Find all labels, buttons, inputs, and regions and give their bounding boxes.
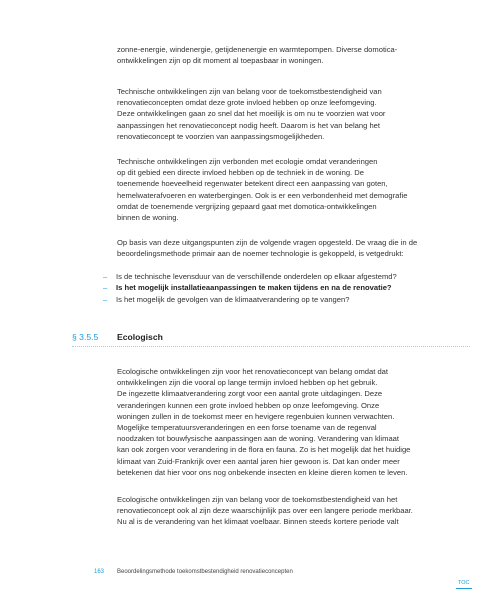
list-item-text: Is het mogelijk installatieaanpassingen te maken tijdens en na de renovatie? [116,283,392,293]
text-line: De ingezette klimaatverandering zorgt voor een aantal grote uitdagingen. Deze [117,389,383,399]
list-item [103,282,397,293]
paragraph [117,494,469,528]
text-line: ontwikkelingen zijn op dit moment al toepasbaar in woningen. [117,56,324,66]
dash-bullet-icon: – [103,294,108,304]
paragraph [117,366,469,478]
text-line: op dit gebied een directe invloed hebben op de techniek in de woning. De [117,168,364,178]
text-line: Technische ontwikkelingen zijn van belang voor de toekomstbestendigheid van [117,87,382,96]
footer-title: Beoordelingsmethode toekomstbestendigheid renovatieconcepten [117,569,293,575]
text-line: betekenen dat hier voor ons nog onbekende insecten en kleine dieren komen te leven. [117,467,408,477]
text-line: Mogelijke temperatuursveranderingen en een forse toename van de regenval [117,423,377,433]
section-divider [72,346,470,347]
question-list [103,271,397,305]
text-line: Deze ontwikkelingen gaan zo snel dat het moeilijk is om nu te voorzien wat voor [117,109,386,119]
text-line: renovatieconcept te voorzien van aanpassingsmogelijkheden. [117,131,325,141]
text-line: omdat de toenemende vergrijzing gepaard gaat met domotica-ontwikkelingen [117,201,377,211]
text-line: Nu al is de verandering van het klimaat voelbaar. Binnen steeds kortere periode valt [117,517,399,527]
section-title: Ecologisch [117,332,163,342]
text-line: Op basis van deze uitgangspunten zijn de volgende vragen opgesteld. De vraag die in de [117,238,418,247]
text-line: klimaat van Zuid-Frankrijk over een aantal jaren hier gewoon is. Dat kan onder meer [117,456,400,466]
text-line: renovatieconcepten omdat deze grote invloed hebben op onze leefomgeving. [117,98,377,108]
text-line: kan ook zorgen voor verandering in de flora en fauna. Zo is het mogelijk dat het huidige [117,445,411,455]
toc-link[interactable]: TOC [458,580,470,586]
toc-underline [456,588,472,589]
list-item [103,294,397,305]
text-line: ontwikkelingen zijn die vooral op lange termijn invloed hebben op het gebruik. [117,378,378,388]
list-item-text: Is het mogelijk de gevolgen van de klimaatverandering op te vangen? [116,294,350,304]
text-line: noodzaken tot bouwfysische aanpassingen aan de woning. Verandering van klimaat [117,434,400,444]
dash-bullet-icon: – [103,283,108,293]
text-line: Ecologische ontwikkelingen zijn van belang voor de toekomstbestendigheid van het [117,495,398,504]
text-line: aanpassingen het renovatieconcept nodig heeft. Daarom is het van belang het [117,120,381,130]
text-line: binnen de woning. [117,213,179,223]
text-line: hemelwaterafvoeren en waterbergingen. Ook is er een verbondenheid met demografie [117,190,408,200]
text-line: Ecologische ontwikkelingen zijn voor het renovatieconcept van belang omdat dat [117,367,389,376]
list-item-text: Is de technische levensduur van de verschillende onderdelen op elkaar afgestemd? [116,272,397,281]
text-line: Technische ontwikkelingen zijn verbonden met ecologie omdat veranderingen [117,157,378,166]
text-line: veranderingen kunnen een grote invloed hebben op onze leefomgeving. Onze [117,400,380,410]
list-item [103,271,397,282]
text-line: woningen zullen in de toekomst meer en hevigere regenbuien kunnen verwachten. [117,411,395,421]
dash-bullet-icon: – [103,272,108,281]
text-line: renovatieconcept ook al zijn deze waarschijnlijk pas over een langere periode merkbaar. [117,506,413,516]
paragraph [117,237,469,259]
page-number: 163 [94,569,105,575]
paragraph [117,44,469,66]
text-line: toenemende hoeveelheid regenwater betekent direct een aanpassing van goten, [117,179,388,189]
paragraph [117,156,469,223]
paragraph [117,86,469,142]
text-line: zonne-energie, windenergie, getijdenenergie en warmtepompen. Diverse domotica- [117,45,398,54]
section-number: § 3.5.5 [72,332,99,342]
text-line: beoordelingsmethode primair aan de noemer technologie is gekoppeld, is vetgedrukt: [117,249,404,259]
